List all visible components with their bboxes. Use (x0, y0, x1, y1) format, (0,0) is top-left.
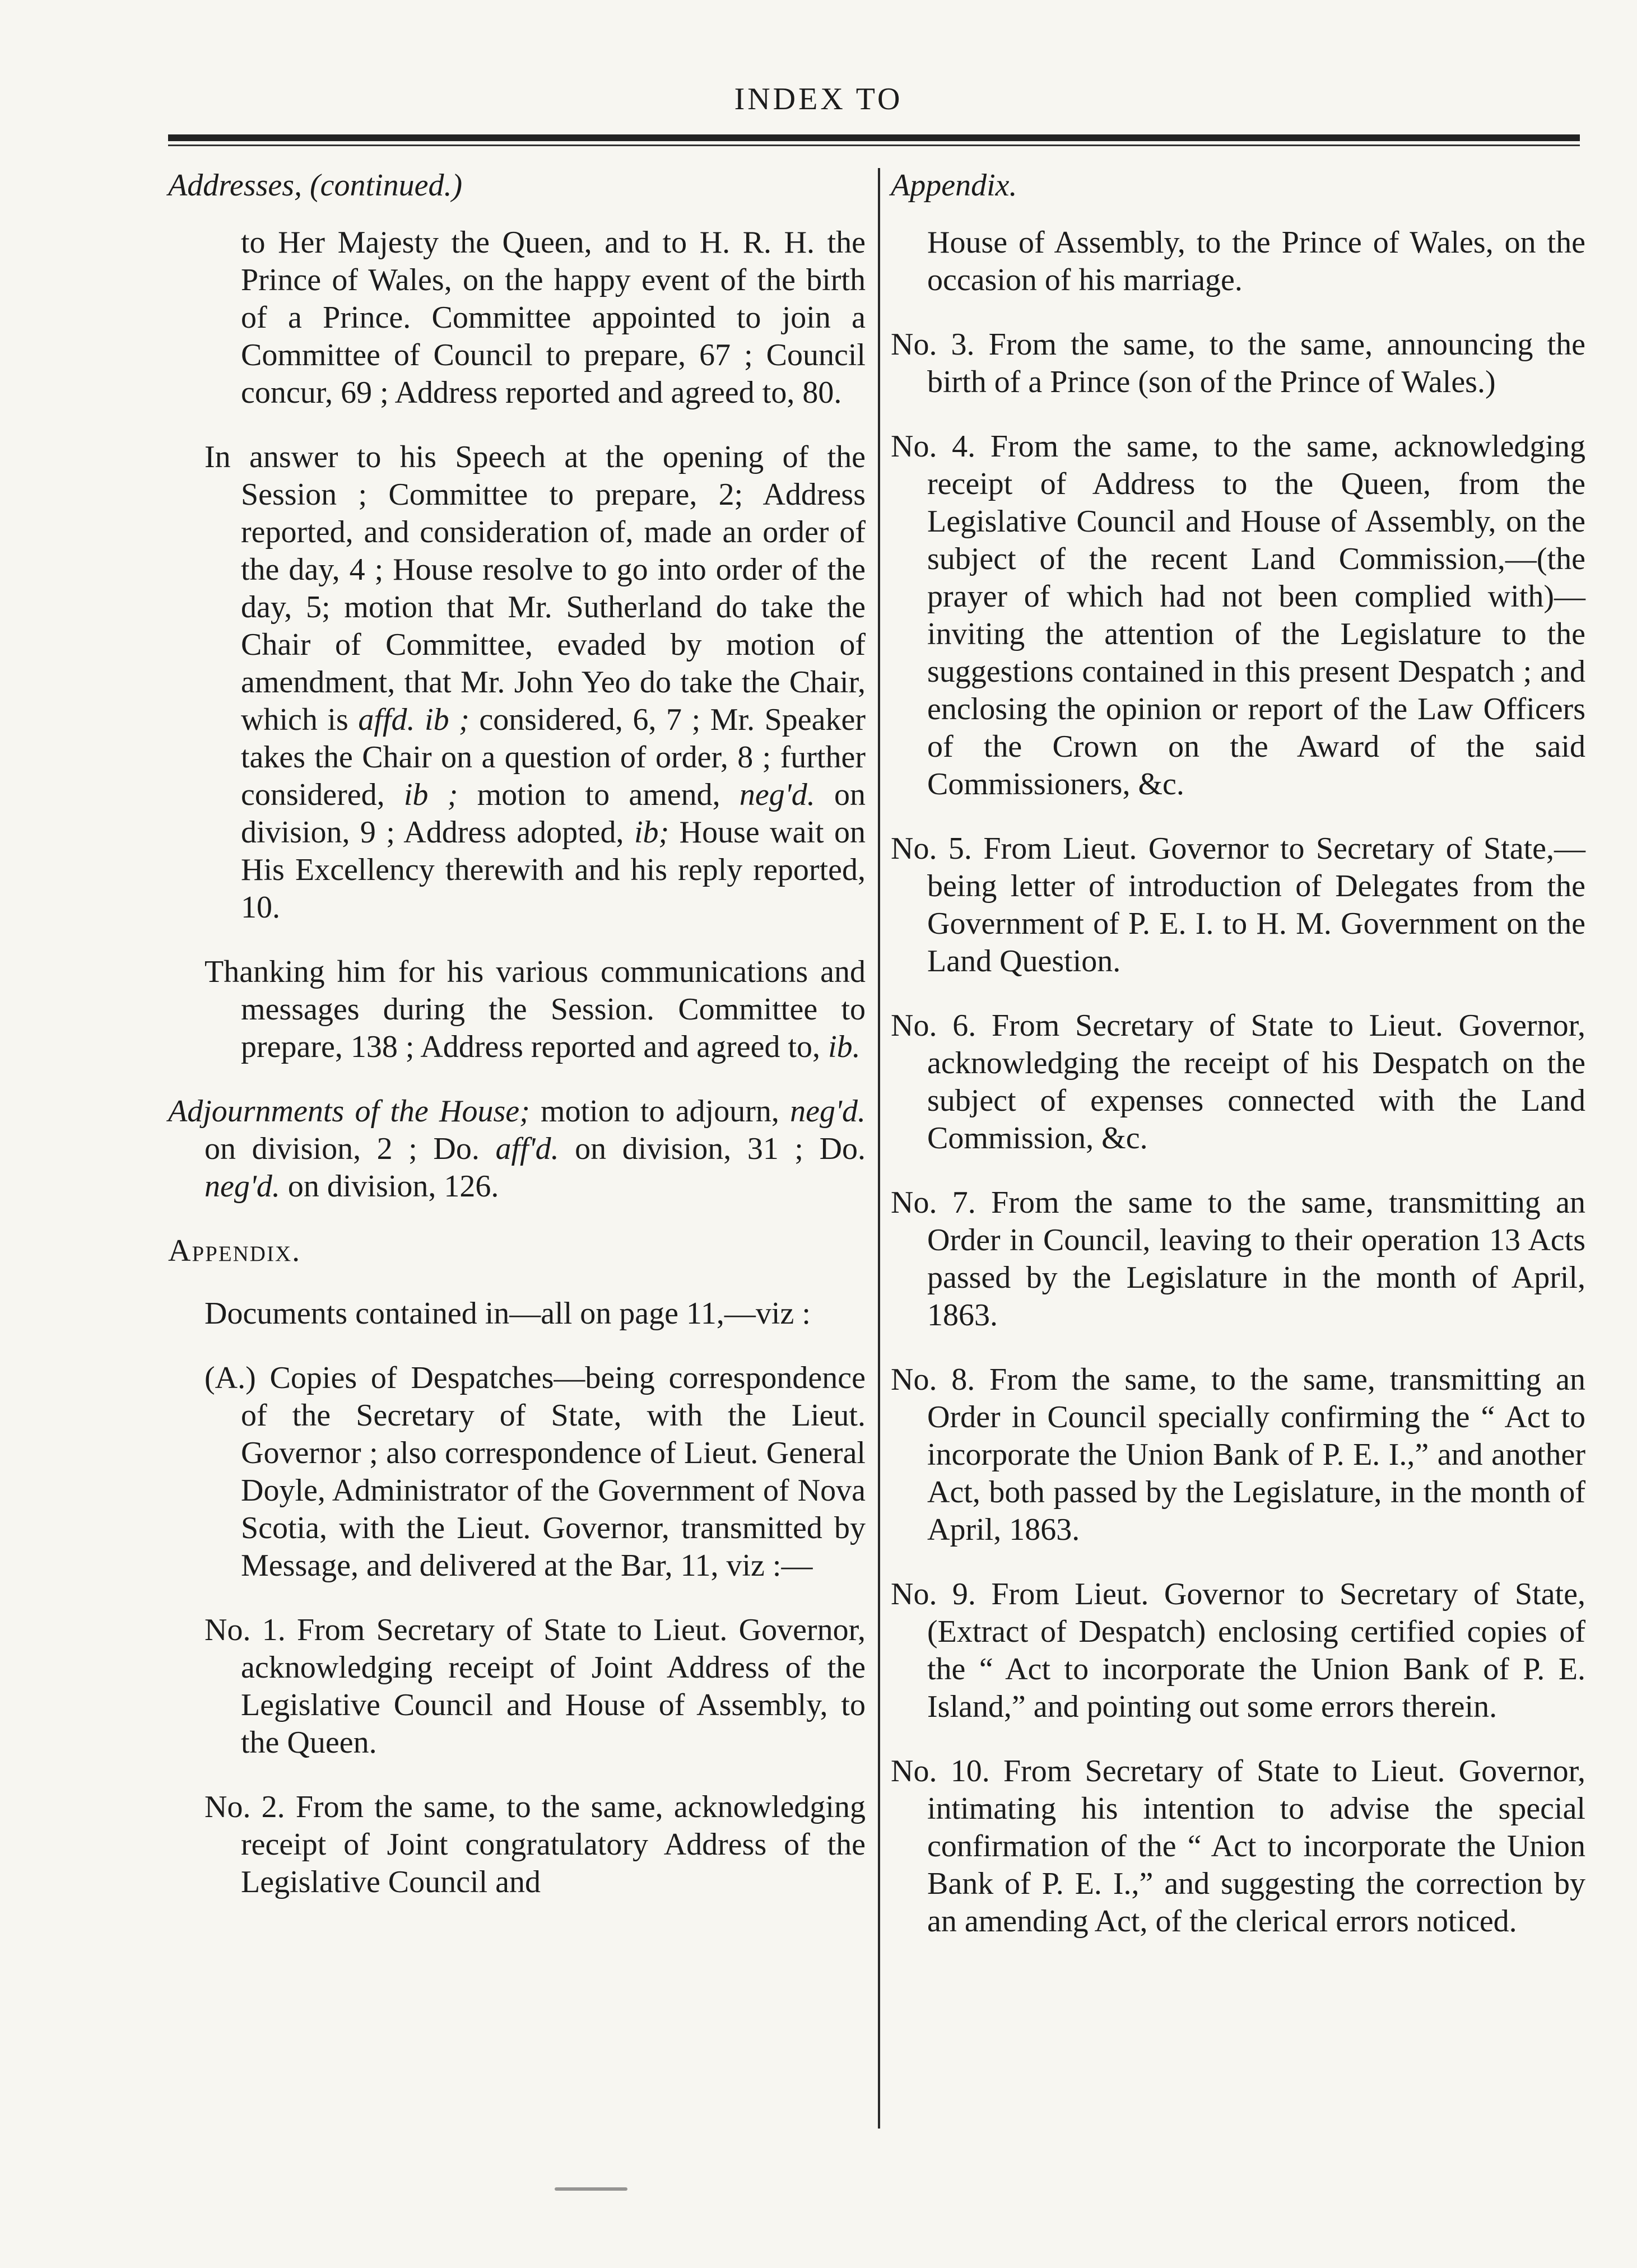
header-rule-thin (168, 145, 1580, 146)
column-divider (878, 168, 880, 2129)
entry-no-8: No. 8. From the same, to the same, transmitting an Order in Council specially confirming the “ Act to incorporate the Union Bank of P. E. I.,” and another Act, both passed by the Legislature, in the month of April, 1863. (891, 1362, 1585, 1547)
entry-no-5: No. 5. From Lieut. Governor to Secretary of State,—being letter of introduction of Delegates from the Government of P. E. I. to H. M. Government on the Land Question. (891, 831, 1585, 979)
entry-no-2-continued: House of Assembly, to the Prince of Wales, on the occasion of his marriage. (927, 225, 1585, 297)
entry-adjournments: Adjournments of the House; motion to adjourn, neg'd. on division, 2 ; Do. aff'd. on division, 31 ; Do. neg'd. on division, 126. (168, 1094, 866, 1204)
entry-no-7: No. 7. From the same to the same, transmitting an Order in Council, leaving to their operation 13 Acts passed by the Legislature in the month of April, 1863. (891, 1185, 1585, 1333)
entry-thanking: Thanking him for his various communications and messages during the Session. Committee to prepare, 138 ; Address reported and agreed to, ib. (204, 954, 866, 1064)
left-column-heading: Addresses, (continued.) (168, 168, 463, 203)
right-column (891, 167, 1585, 1967)
entry-no-3: No. 3. From the same, to the same, announcing the birth of a Prince (son of the Prince of Wales.) (891, 327, 1585, 399)
header-rule-thick (168, 134, 1580, 141)
right-column-heading: Appendix. (891, 168, 1017, 203)
page-title: INDEX TO (734, 82, 903, 117)
entry-speech-answer: In answer to his Speech at the opening of the Session ; Committee to prepare, 2; Address reported, and consideration of, made an order of the day, 4 ; House resolve to go into order of the day, 5; motion that Mr. Sutherland do take the Chair of Committee, evaded by motion of amendment, that Mr. John Yeo do take the Chair, which is affd. ib ; considered, 6, 7 ; Mr. Speaker takes the Chair on a question of order, 8 ; further considered, ib ; motion to amend, neg'd. on division, 9 ; Address adopted, ib; House wait on His Excellency therewith and his reply reported, 10. (204, 440, 866, 925)
entry-no-4: No. 4. From the same, to the same, acknowledging receipt of Address to the Queen, from the Legislative Council and House of Assembly, on the subject of the recent Land Commission,—(the prayer of which had not been complied with)—inviting the attention of the Legislature to the suggestions contained in this present Despatch ; and enclosing the opinion or report of the Law Officers of the Crown on the Award of the said Commissioners, &c. (891, 429, 1585, 802)
left-column (168, 167, 866, 1928)
entry-queen-prince-address: to Her Majesty the Queen, and to H. R. H. the Prince of Wales, on the happy event of the birth of a Prince. Committee appointed to join a Committee of Council to prepare, 67 ; Council concur, 69 ; Address reported and agreed to, 80. (241, 225, 866, 410)
entry-no-9: No. 9. From Lieut. Governor to Secretary of State, (Extract of Despatch) enclosing certified copies of the “ Act to incorporate the Union Bank of P. E. Island,” and pointing out some errors therein. (891, 1577, 1585, 1724)
appendix-heading: Appendix. (168, 1233, 301, 1268)
entry-documents: Documents contained in—all on page 11,—viz : (204, 1296, 811, 1331)
entry-no-10: No. 10. From Secretary of State to Lieut. Governor, intimating his intention to advise the special confirmation of the “ Act to incorporate the Union Bank of P. E. I.,” and suggesting the correction by an amending Act, of the clerical errors noticed. (891, 1754, 1585, 1939)
footer-mark (555, 2187, 627, 2191)
entry-despatches-a: (A.) Copies of Despatches—being correspondence of the Secretary of State, with the Lieut. Governor ; also correspondence of Lieut. General Doyle, Administrator of the Government of Nova Scotia, with the Lieut. Governor, transmitted by Message, and delivered at the Bar, 11, viz :— (204, 1361, 866, 1583)
entry-no-2: No. 2. From the same, to the same, acknowledging receipt of Joint congratulatory Address of the Legislative Council and (204, 1790, 866, 1899)
entry-no-1: No. 1. From Secretary of State to Lieut. Governor, acknowledging receipt of Joint Address of the Legislative Council and House of Assembly, to the Queen. (204, 1613, 866, 1760)
entry-no-6: No. 6. From Secretary of State to Lieut. Governor, acknowledging the receipt of his Despatch on the subject of expenses connected with the Land Commission, &c. (891, 1008, 1585, 1156)
